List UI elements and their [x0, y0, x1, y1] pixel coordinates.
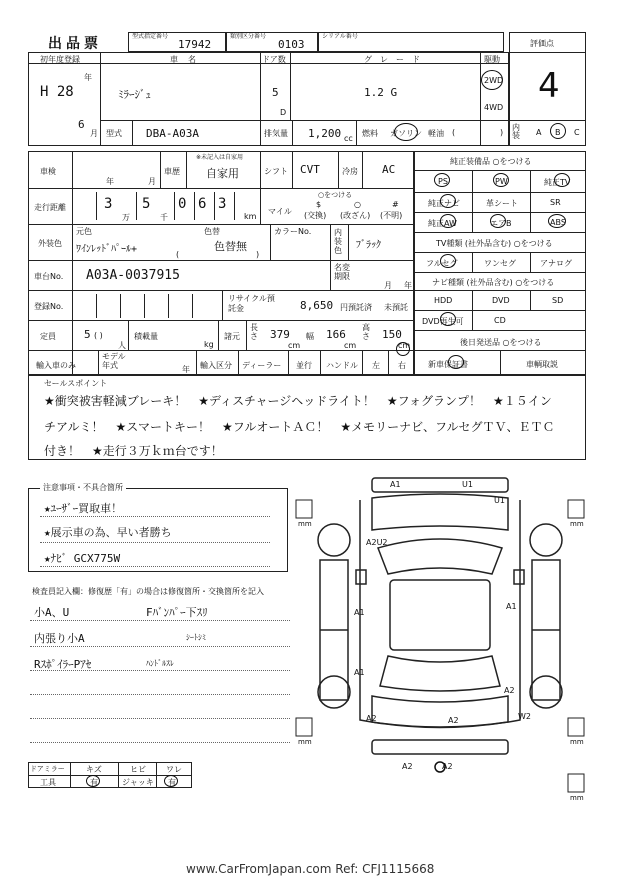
first-reg-year: H 28 — [40, 84, 74, 100]
recycle: 8,650 — [300, 299, 334, 312]
class-no: 0103 — [278, 38, 305, 51]
class-no-label: 類別区分番号 — [230, 33, 267, 40]
doors: 5 — [272, 86, 279, 99]
note-3: ★ﾅﾋﾞ GCX775W — [44, 552, 121, 565]
chassis: A03A-0037915 — [86, 268, 180, 283]
diag-a1-rear-left: A1 — [354, 668, 365, 677]
first-reg-month: 6 — [78, 118, 85, 131]
doors-label: ドア数 — [262, 55, 286, 64]
score-value: 4 — [538, 66, 560, 106]
mileage-d3: 0 — [178, 196, 187, 212]
width: 166 — [326, 328, 346, 341]
grade-label: グレード — [364, 55, 428, 64]
equipment-header: 純正装備品 ○をつける — [450, 157, 532, 166]
model-no-label: 型式指定番号 — [132, 33, 169, 40]
sales-line-1: ★衝突被害軽減ブレーキ！ ★ディスチャージヘッドライト！ ★フォグランプ！ ★１５イン — [44, 394, 552, 408]
displacement: 1,200 — [308, 127, 342, 140]
diag-a1-left: A1 — [354, 608, 365, 617]
inspector-3b: ﾊﾝﾄﾞﾙｽﾚ — [146, 659, 174, 668]
shift: CVT — [300, 163, 320, 176]
mileage-d4: 6 — [198, 196, 207, 212]
note-2: ★展示車の為、早い者勝ち — [44, 526, 172, 539]
diag-a2-trunk: A2 — [448, 716, 459, 725]
serial-label: シリアル番号 — [322, 33, 358, 40]
capacity: 5 — [84, 328, 91, 341]
diag-a1-right: A1 — [506, 602, 517, 611]
diag-a2-bumper-1: A2 — [402, 762, 413, 771]
diag-a1-front: A1 — [390, 480, 401, 489]
sales-line-2: チアルミ！ ★スマートキー！ ★フルオートＡＣ！ ★メモリーナビ、フルセグＴＶ、ＥＴＣ — [44, 420, 555, 434]
car-name-label: 車名 — [170, 55, 206, 64]
height: 150 — [382, 328, 402, 341]
interior-color: ﾌﾞﾗｯｸ — [356, 240, 381, 251]
mileage-d1: 3 — [104, 196, 113, 212]
type: DBA-A03A — [146, 127, 199, 140]
model-no: 17942 — [178, 38, 212, 51]
diag-a2-left: A2 — [366, 714, 377, 723]
diag-a1-rear-right: A2 — [504, 686, 515, 695]
diag-u1-hood: U1 — [494, 496, 505, 505]
length: 379 — [270, 328, 290, 341]
grade: 1.2 G — [364, 86, 398, 99]
diag-a2-bumper-2: A2 — [442, 762, 453, 771]
footer-watermark: www.CarFromJapan.com Ref: CFJ1115668 — [186, 862, 435, 876]
inspector-1a: 小A、U — [34, 606, 70, 619]
orig-color: ﾜｲﾝﾚｯﾄﾞﾊﾟｰﾙ+ — [76, 244, 138, 255]
inspector-2a: 内張り小A — [34, 632, 85, 645]
diag-a2u2: A2U2 — [366, 538, 388, 547]
diag-w2: W2 — [518, 712, 531, 721]
color-change: 色替無 — [214, 240, 247, 253]
inspector-2b: ｼｰﾄｼﾐ — [186, 633, 206, 642]
sheet-title: 出品票 — [48, 36, 102, 52]
note-1: ★ﾕｰｻﾞｰ買取車！ — [44, 502, 123, 515]
car-name: ﾐﾗｰｼﾞｭ — [118, 88, 151, 101]
first-reg-label: 初年度登録 — [40, 55, 80, 64]
inspector-1b: Fﾊﾞﾝﾊﾟｰ下ｽﾘ — [146, 606, 208, 619]
history: 自家用 — [206, 167, 239, 180]
drive-label: 駆動 — [484, 55, 500, 64]
score-label: 評価点 — [530, 39, 554, 48]
inspector-3a: RｽﾎﾟｲﾗｰPｱｾ — [34, 658, 92, 671]
sales-line-3: 付き！ ★走行３万ｋｍ台です！ — [44, 444, 223, 458]
diag-u1-front: U1 — [462, 480, 473, 489]
mileage-d2: 5 — [142, 196, 151, 212]
ac: AC — [382, 163, 396, 176]
mileage-d5: 3 — [218, 196, 227, 212]
